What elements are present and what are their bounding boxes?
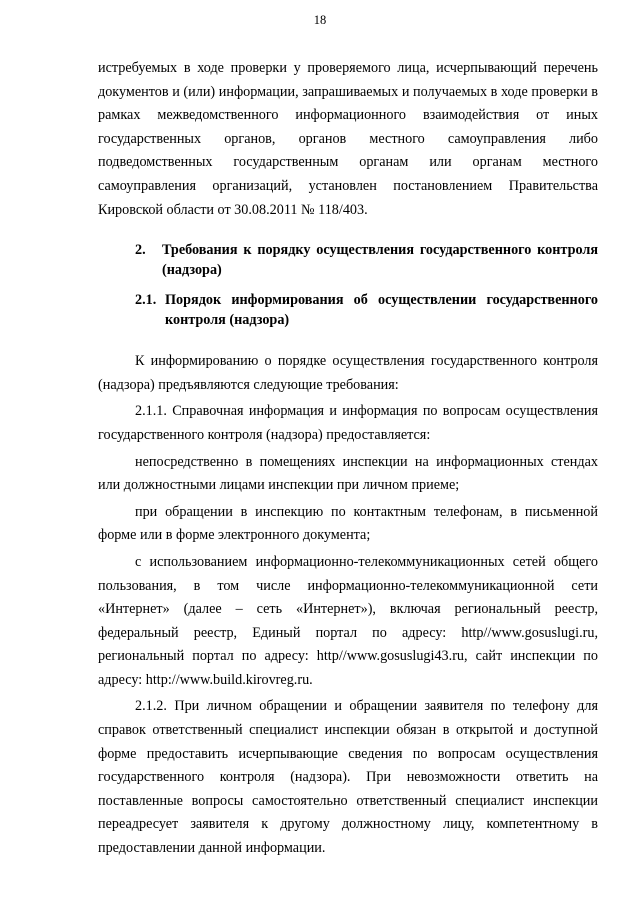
section-heading xyxy=(98,241,598,280)
page-body xyxy=(98,57,598,861)
section-number: 2. xyxy=(135,242,146,259)
page-number: 18 xyxy=(313,13,327,27)
paragraph: непосредственно в помещениях инспекции на информационных стендах или должностными лицами инспекции при личном приеме; xyxy=(98,453,598,494)
subsection-heading xyxy=(98,291,598,330)
paragraph: с использованием информационно-телекоммуникационных сетей общего пользования, в том числе информационно-телекоммуникационной сети «Интернет» (далее – сеть «Интернет»), включая региональный реестр, федеральный реестр, Единый портал по адресу: http//www.gosuslugi.ru, региональный портал по адресу: http//www.gosuslugi43.ru, сайт инспекции по адресу: http://www.build.kirovreg.ru. xyxy=(98,553,598,688)
paragraph-continuation: истребуемых в ходе проверки у проверяемого лица, исчерпывающий перечень документов и (или) информации, запрашиваемых и получаемых в ходе проверки в рамках межведомственного информационного взаимодействия от иных государственных органов, органов местного самоуправления либо подведомственных государственным органам или органам местного самоуправления организаций, установлен постановлением Правительства Кировской области от 30.08.2011 № 118/403. xyxy=(98,60,598,218)
paragraph: 2.1.2. При личном обращении и обращении заявителя по телефону для справок ответственный специалист инспекции обязан в открытой и доступной форме предоставить исчерпывающие сведения по вопросам осуществления государственного контроля (надзора). При невозможности ответить на поставленные вопросы самостоятельно ответственный специалист инспекции переадресует заявителя к другому должностному лицу, компетентному в предоставлении данной информации. xyxy=(98,698,598,857)
paragraph: 2.1.1. Справочная информация и информация по вопросам осуществления государственного контроля (надзора) предоставляется: xyxy=(98,403,598,443)
subsection-title: Порядок информирования об осуществлении государственного контроля (надзора) xyxy=(165,292,598,328)
paragraph: К информированию о порядке осуществления государственного контроля (надзора) предъявляются следующие требования: xyxy=(98,353,598,393)
subsection-number: 2.1. xyxy=(135,292,157,309)
paragraph: при обращении в инспекцию по контактным телефонам, в письменной форме или в форме электронного документа; xyxy=(98,503,598,544)
section-title: Требования к порядку осуществления государственного контроля (надзора) xyxy=(162,242,598,278)
